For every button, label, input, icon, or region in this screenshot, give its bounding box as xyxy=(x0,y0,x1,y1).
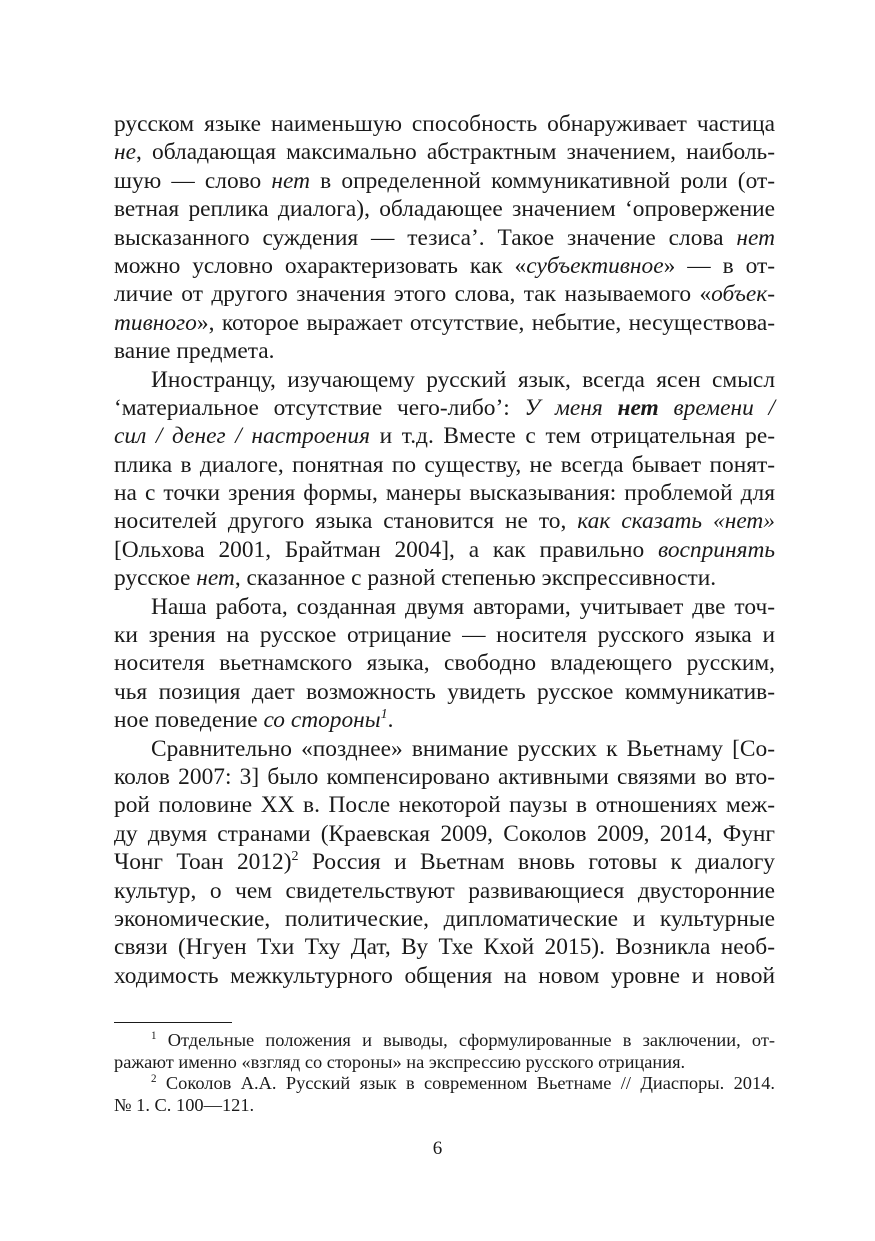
text-span: экономические, политические, дипломатические и культурные xyxy=(114,905,775,932)
text-span: ветная реплика диалога), обладающее значением ‘опровержение xyxy=(114,196,775,223)
italic-word: нет xyxy=(736,224,775,251)
text-span: ходимость межкультурного общения на новом уровне и новой xyxy=(114,962,775,989)
text-span: носителей другого языка становится не то, xyxy=(114,508,578,535)
text-span: Сравнительно «позднее» внимание русских к Вьетнаму [Со- xyxy=(151,735,775,762)
text-span: вание предмета. xyxy=(114,338,275,365)
text-span: колов 2007: 3] было компенсировано активными связями во вто- xyxy=(114,763,775,790)
text-span: связи (Нгуен Тхи Тху Дат, Ву Тхе Кхой 2015). Возникла необ- xyxy=(114,934,775,961)
italic-word: тивного xyxy=(114,309,197,336)
text-line xyxy=(114,1030,775,1052)
italic-word: не xyxy=(114,139,136,166)
text-span: . xyxy=(387,707,394,734)
text-line xyxy=(114,507,775,535)
italic-word: объек- xyxy=(711,281,775,308)
text-line xyxy=(114,848,775,876)
text-line xyxy=(114,649,775,677)
footnote-1 xyxy=(114,1030,775,1073)
text-line xyxy=(114,735,775,763)
text-span: высказанного суждения — тезиса’. Такое значение слова xyxy=(114,224,737,251)
text-span: чья позиция дает возможность увидеть русское коммуникатив- xyxy=(114,678,775,705)
text-span: носителя вьетнамского языка, свободно владеющего русским, xyxy=(114,650,775,677)
text-line xyxy=(114,167,775,195)
bold-italic-word: нет xyxy=(617,394,659,421)
text-line xyxy=(114,763,775,791)
text-line xyxy=(114,933,775,961)
text-line xyxy=(114,706,775,734)
text-span: ражают именно «взгляд со стороны» на экспрессию русского отрицания. xyxy=(114,1051,686,1072)
text-line xyxy=(114,195,775,223)
text-span: ное поведение xyxy=(114,707,264,734)
text-span: плика в диалоге, понятная по существу, не всегда бывает понят- xyxy=(114,451,775,478)
text-span: Иностранцу, изучающему русский язык, всегда ясен смысл xyxy=(151,366,775,393)
text-span: шую — слово xyxy=(114,167,272,194)
footnote-ref-2: 2 xyxy=(291,848,299,865)
text-line xyxy=(114,962,775,990)
italic-word: нет xyxy=(196,565,235,592)
text-span: ки зрения на русское отрицание — носителя русского языка и xyxy=(114,622,775,649)
italic-word: со стороны xyxy=(263,707,381,734)
text-line xyxy=(114,110,775,138)
text-span: Соколов А.А. Русский язык в современном Вьетнаме // Диаспоры. 2014. xyxy=(156,1073,775,1094)
text-line xyxy=(114,366,775,394)
text-line xyxy=(114,138,775,166)
paragraph-3 xyxy=(114,593,775,735)
text-line xyxy=(114,252,775,280)
text-span: на с точки зрения формы, манеры высказывания: проблемой для xyxy=(114,480,775,507)
italic-word: как сказать «нет» xyxy=(577,508,775,535)
text-line xyxy=(114,905,775,933)
text-span: и т.д. Вместе с тем отрицательная ре- xyxy=(369,423,775,450)
text-span: можно условно охарактеризовать как « xyxy=(114,252,527,279)
footnote-number: 1 xyxy=(151,1029,157,1042)
footnote-number: 2 xyxy=(151,1073,157,1086)
text-span: № 1. С. 100—121. xyxy=(114,1094,255,1115)
italic-word: воспринять xyxy=(657,536,775,563)
text-line xyxy=(114,678,775,706)
text-span: в определенной коммуникативной роли (от- xyxy=(310,167,775,194)
text-line xyxy=(114,280,775,308)
text-span: , обладающая максимально абстрактным значением, наиболь- xyxy=(136,139,775,166)
footnote-ref-1: 1 xyxy=(380,706,388,723)
text-span: » — в от- xyxy=(663,252,775,279)
paragraph-4 xyxy=(114,735,775,991)
text-line xyxy=(114,1073,775,1095)
text-span: , сказанное с разной степенью экспрессивности. xyxy=(234,565,717,592)
text-line xyxy=(114,621,775,649)
text-line xyxy=(114,1052,775,1074)
text-span: русском языке наименьшую способность обнаруживает частица xyxy=(114,111,775,137)
footnotes xyxy=(114,1030,775,1116)
text-span: ду двумя странами (Краевская 2009, Соколов 2009, 2014, Фунг xyxy=(114,820,775,847)
text-line xyxy=(114,337,775,365)
text-line xyxy=(114,877,775,905)
text-line xyxy=(114,309,775,337)
text-line xyxy=(114,479,775,507)
text-span: », которое выражает отсутствие, небытие, несуществова- xyxy=(196,309,775,336)
text-line xyxy=(114,394,775,422)
text-span: ‘материальное отсутствие чего-либо’: xyxy=(114,394,525,421)
footnote-divider xyxy=(114,1022,232,1023)
text-span: Отдельные положения и выводы, сформулированные в заключении, от- xyxy=(156,1030,775,1050)
text-span: Наша работа, созданная двумя авторами, учитывает две точ- xyxy=(151,593,775,620)
paragraph-1 xyxy=(114,110,775,366)
italic-word: У меня xyxy=(524,394,618,421)
text-line xyxy=(114,820,775,848)
italic-word: сил / денег / настроения xyxy=(114,423,370,450)
italic-word: времени / xyxy=(658,394,775,421)
page-number: 6 xyxy=(432,1138,443,1159)
footnote-2 xyxy=(114,1073,775,1116)
text-span: русское xyxy=(114,565,197,592)
italic-word: субъективное xyxy=(526,252,664,279)
text-span: личие от другого значения этого слова, так называемого « xyxy=(114,281,712,308)
text-line xyxy=(114,422,775,450)
main-text xyxy=(114,110,775,990)
text-line xyxy=(114,791,775,819)
text-span: Россия и Вьетнам вновь готовы к диалогу xyxy=(298,849,775,876)
text-span: [Ольхова 2001, Брайтман 2004], а как правильно xyxy=(114,536,658,563)
text-line xyxy=(114,593,775,621)
text-line xyxy=(114,564,775,592)
text-line xyxy=(114,536,775,564)
text-line xyxy=(114,451,775,479)
text-span: Чонг Тоан 2012) xyxy=(114,849,292,876)
text-span: рой половине XX в. После некоторой паузы в отношениях меж- xyxy=(114,792,775,819)
italic-word: нет xyxy=(271,167,310,194)
paragraph-2 xyxy=(114,366,775,593)
text-span: культур, о чем свидетельствуют развивающиеся двусторонние xyxy=(114,877,775,904)
text-line xyxy=(114,1095,775,1117)
text-line xyxy=(114,224,775,252)
